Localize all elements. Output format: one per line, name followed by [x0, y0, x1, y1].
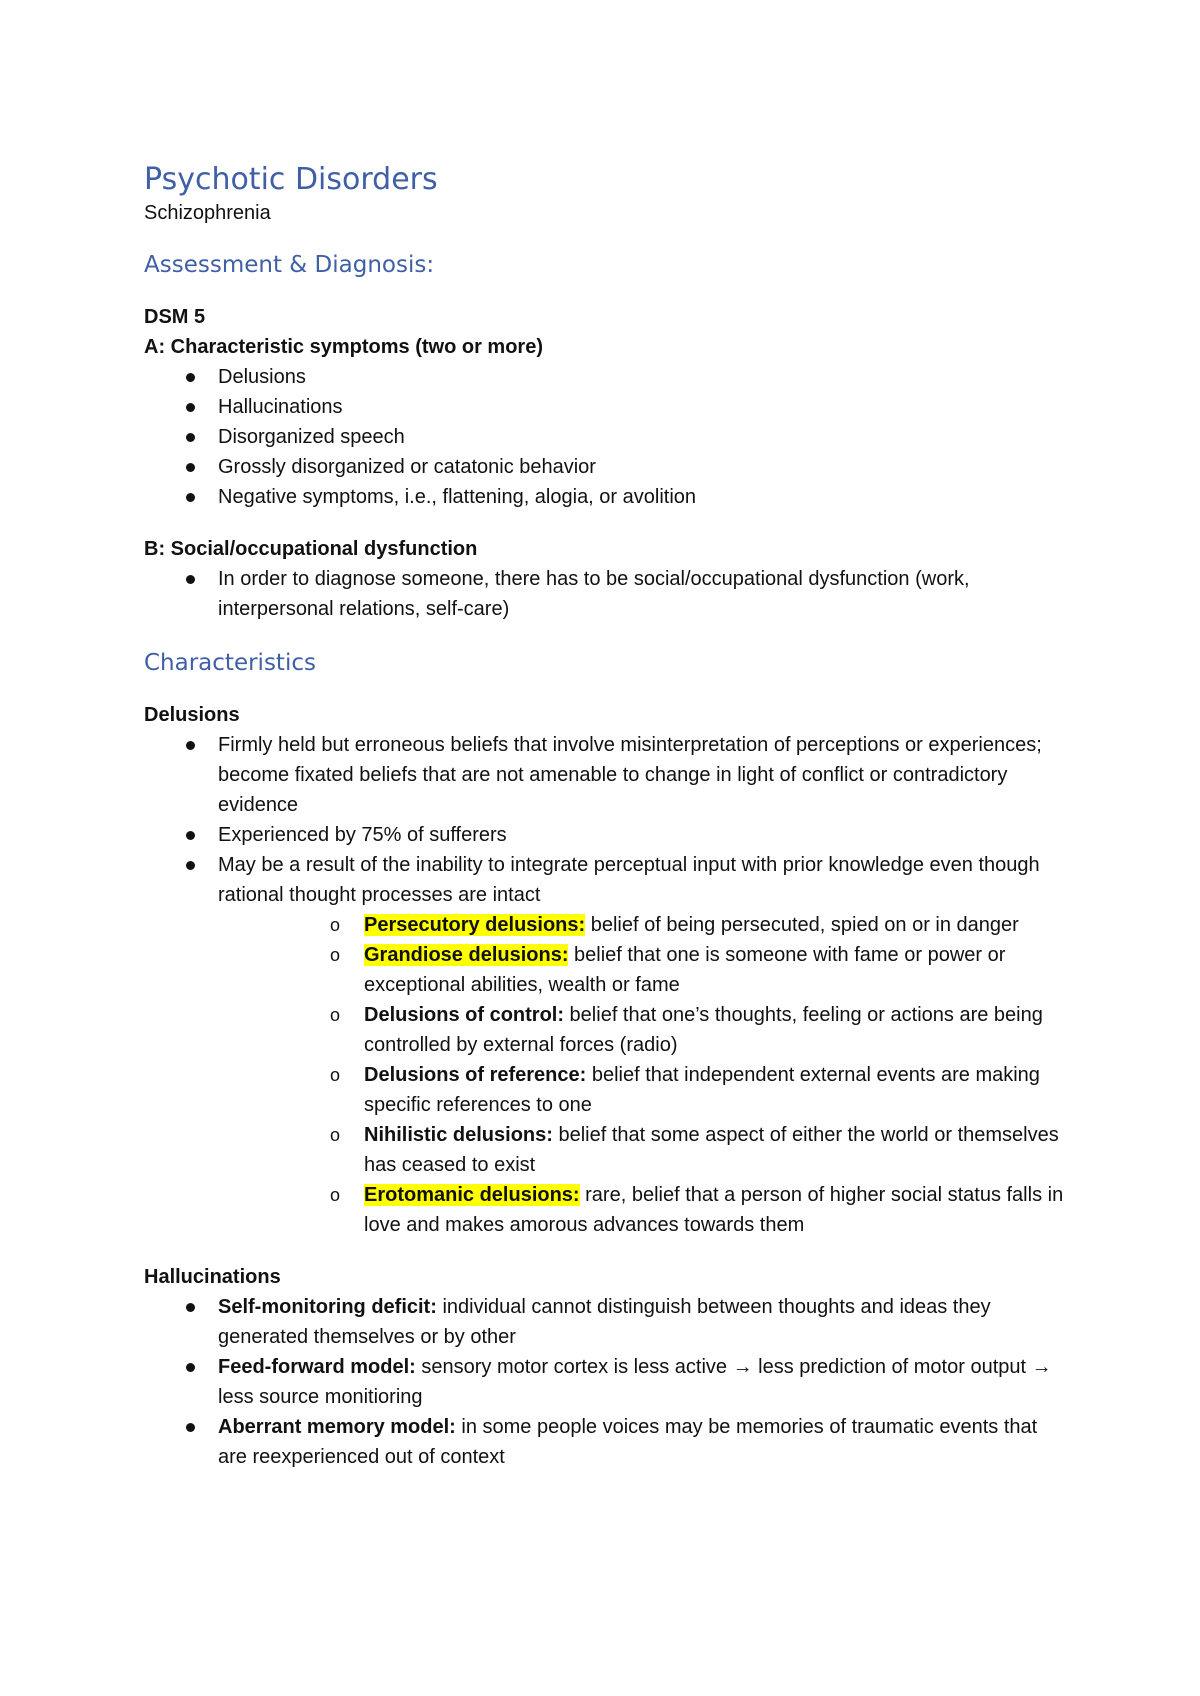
sub-bullet-marker: o: [330, 1065, 341, 1085]
hallucinations-label: Hallucinations: [144, 1266, 281, 1288]
sub-bullet-marker: o: [330, 1185, 341, 1205]
document-content: [144, 162, 1064, 1472]
sub-bullet-marker: o: [330, 915, 341, 935]
subtype-term: Persecutory delusions:: [364, 914, 586, 936]
list-item: Hallucinations: [144, 392, 1064, 422]
delusion-subtype-reference: [218, 1060, 1064, 1120]
subtype-term: Grandiose delusions:: [364, 944, 569, 966]
section-heading-assessment: Assessment & Diagnosis:: [144, 252, 435, 278]
subtype-description: belief that independent external events are making specific references to one: [364, 1064, 1040, 1116]
item-term: Self-monitoring deficit:: [218, 1296, 437, 1318]
delusion-subtype-control: [218, 1000, 1064, 1060]
hallucinations-list: [144, 1292, 1064, 1472]
list-item: Grossly disorganized or catatonic behavior: [144, 452, 1064, 482]
subtype-term: Erotomanic delusions:: [364, 1184, 580, 1206]
item-description: individual cannot distinguish between thoughts and ideas they generated themselves or by other: [218, 1296, 991, 1348]
item-description: less source monitioring: [218, 1386, 423, 1408]
subtype-description: belief that one’s thoughts, feeling or actions are being controlled by external forces (radio): [364, 1004, 1043, 1056]
subtype-description: belief of being persecuted, spied on or in danger: [585, 914, 1019, 936]
right-arrow-icon: →: [1031, 1356, 1052, 1378]
delusion-subtype-erotomanic: [218, 1180, 1064, 1240]
delusion-subtypes-list: [218, 910, 1064, 1240]
right-arrow-icon: →: [732, 1356, 753, 1378]
list-item: Firmly held but erroneous beliefs that involve misinterpretation of perceptions or experiences; become fixated beliefs that are not amenable to change in light of conflict or contradictory evidence: [144, 730, 1064, 820]
item-description: sensory motor cortex is less active: [415, 1356, 733, 1378]
section-heading-characteristics: Characteristics: [144, 650, 316, 676]
criterion-b-label: B: Social/occupational dysfunction: [144, 538, 478, 560]
list-item: [144, 1352, 1064, 1412]
delusions-list: [144, 730, 1064, 1240]
criterion-b-list: [144, 564, 1064, 624]
delusion-subtype-nihilistic: [218, 1120, 1064, 1180]
item-term: Aberrant memory model:: [218, 1416, 456, 1438]
document-title: Psychotic Disorders: [144, 162, 438, 197]
document-subtitle: Schizophrenia: [144, 202, 271, 224]
list-item: In order to diagnose someone, there has to be social/occupational dysfunction (work, interpersonal relations, self-care): [144, 564, 1064, 624]
list-item-text: May be a result of the inability to integrate perceptual input with prior knowledge even though rational thought processes are intact: [218, 854, 1040, 906]
delusion-subtype-grandiose: [218, 940, 1064, 1000]
subtype-description: belief that one is someone with fame or power or exceptional abilities, wealth or fame: [364, 944, 1006, 996]
subtype-term: Delusions of reference:: [364, 1064, 587, 1086]
criterion-a-label: A: Characteristic symptoms (two or more): [144, 336, 543, 358]
delusions-label: Delusions: [144, 704, 240, 726]
subtype-term: Nihilistic delusions:: [364, 1124, 553, 1146]
list-item: Negative symptoms, i.e., flattening, alogia, or avolition: [144, 482, 1064, 512]
dsm-label: DSM 5: [144, 306, 206, 328]
sub-bullet-marker: o: [330, 945, 341, 965]
sub-bullet-marker: o: [330, 1005, 341, 1025]
subtype-description: belief that some aspect of either the world or themselves has ceased to exist: [364, 1124, 1059, 1176]
subtype-description: rare, belief that a person of higher social status falls in love and makes amorous advances towards them: [364, 1184, 1064, 1236]
list-item: Delusions: [144, 362, 1064, 392]
list-item: [144, 1292, 1064, 1352]
sub-bullet-marker: o: [330, 1125, 341, 1145]
list-item: Disorganized speech: [144, 422, 1064, 452]
list-item: [144, 850, 1064, 1240]
delusion-subtype-persecutory: [218, 910, 1064, 940]
criterion-a-list: [144, 362, 1064, 512]
list-item: Experienced by 75% of sufferers: [144, 820, 1064, 850]
subtype-term: Delusions of control:: [364, 1004, 564, 1026]
item-description: less prediction of motor output: [752, 1356, 1032, 1378]
item-term: Feed-forward model:: [218, 1356, 416, 1378]
list-item: [144, 1412, 1064, 1472]
item-description: in some people voices may be memories of traumatic events that are reexperienced out of context: [218, 1416, 1038, 1468]
